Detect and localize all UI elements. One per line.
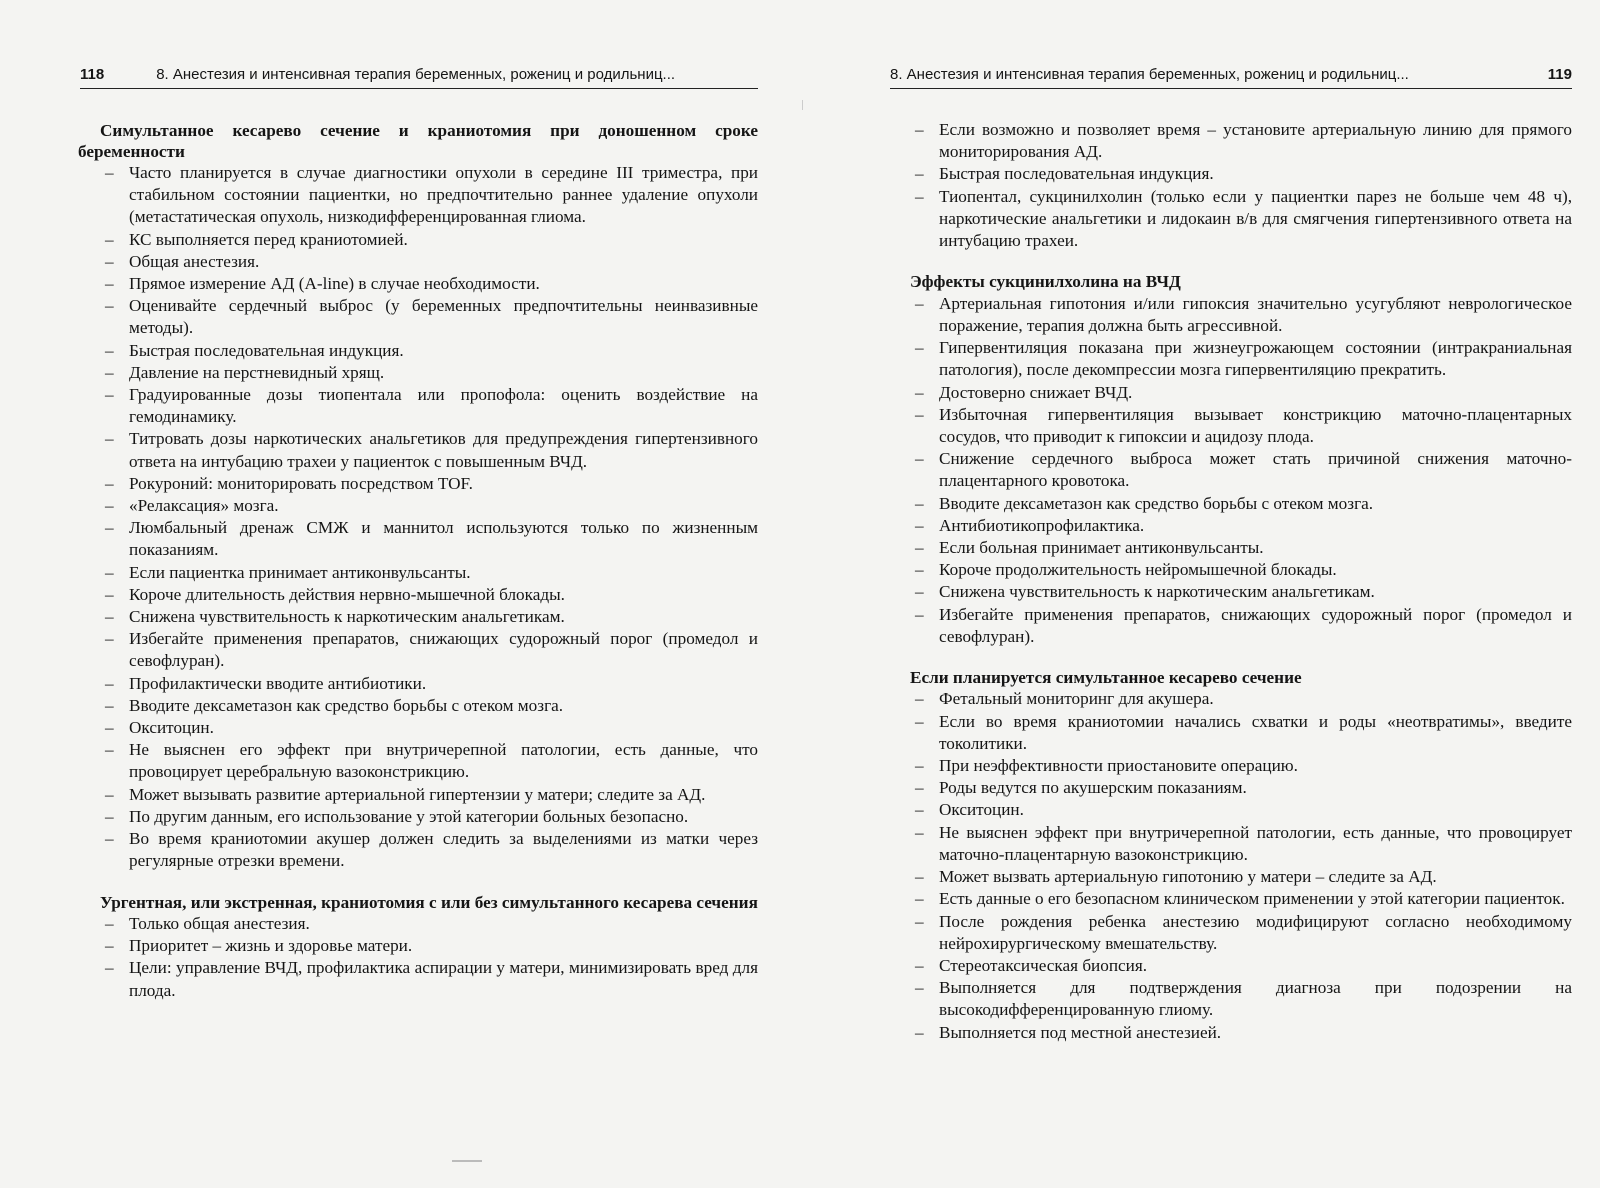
scan-mark: [452, 1160, 482, 1162]
bullet-list: [888, 293, 1572, 648]
list-item: – Общая анестезия.: [78, 251, 758, 273]
list-item: – Если больная принимает антиконвульсанты.: [888, 537, 1572, 559]
list-item: – Может вызвать артериальную гипотонию у матери – следите за АД.: [888, 866, 1572, 888]
list-item: – Вводите дексаметазон как средство борьбы с отеком мозга.: [888, 493, 1572, 515]
section: [78, 893, 758, 1002]
right-page: [820, 0, 1600, 1188]
list-item: – Снижена чувствительность к наркотическим анальгетикам.: [78, 606, 758, 628]
running-head-title: 8. Анестезия и интенсивная терапия беременных, рожениц и родильниц...: [156, 66, 676, 83]
list-item: – Снижена чувствительность к наркотическим анальгетикам.: [888, 581, 1572, 603]
section: [888, 119, 1572, 252]
list-item: – Титровать дозы наркотических анальгетиков для предупреждения гипертензивного ответа на интубацию трахеи у пациенток с повышенным ВЧД.: [78, 428, 758, 472]
list-item: – Выполняется для подтверждения диагноза при подозрении на высокодифференцированную глиому.: [888, 977, 1572, 1021]
list-item: – Цели: управление ВЧД, профилактика аспирации у матери, минимизировать вред для плода.: [78, 957, 758, 1001]
list-item: – Артериальная гипотония и/или гипоксия значительно усугубляют неврологическое поражение, терапия должна быть агрессивной.: [888, 293, 1572, 337]
running-head: [890, 62, 1572, 89]
list-item: – Часто планируется в случае диагностики опухоли в середине III триместра, при стабильном состоянии пациентки, но предпочтительно раннее удаление опухоли (метастатическая опухоль, низкодифференцированная глиома.: [78, 162, 758, 229]
list-item: – После рождения ребенка анестезию модифицируют согласно необходимому нейрохирургическому вмешательству.: [888, 911, 1572, 955]
list-item: – «Релаксация» мозга.: [78, 495, 758, 517]
list-item: – Антибиотикопрофилактика.: [888, 515, 1572, 537]
list-item: – Избегайте применения препаратов, снижающих судорожный порог (промедол и севофлуран).: [78, 628, 758, 672]
list-item: – Короче длительность действия нервно-мышечной блокады.: [78, 584, 758, 606]
list-item: – Градуированные дозы тиопентала или пропофола: оценить воздействие на гемодинамику.: [78, 384, 758, 428]
list-item: – По другим данным, его использование у этой категории больных безопасно.: [78, 806, 758, 828]
gutter-mark: [802, 100, 803, 110]
list-item: – Стереотаксическая биопсия.: [888, 955, 1572, 977]
list-item: – Если пациентка принимает антиконвульсанты.: [78, 562, 758, 584]
running-head: [80, 62, 758, 89]
list-item: – Не выяснен его эффект при внутричерепной патологии, есть данные, что провоцирует церебральную вазоконстрикцию.: [78, 739, 758, 783]
list-item: – Вводите дексаметазон как средство борьбы с отеком мозга.: [78, 695, 758, 717]
list-item: – Окситоцин.: [78, 717, 758, 739]
page-content: [888, 119, 1572, 1064]
page-number: 118: [80, 66, 105, 83]
list-item: – Рокуроний: мониторировать посредством TOF.: [78, 473, 758, 495]
list-item: – Оценивайте сердечный выброс (у беременных предпочтительны неинвазивные методы).: [78, 295, 758, 339]
section-heading: Ургентная, или экстренная, краниотомия с или без симультанного кесарева сечения: [100, 892, 758, 912]
list-item: – Быстрая последовательная индукция.: [78, 340, 758, 362]
page-content: [78, 121, 758, 1022]
list-item: – Не выяснен эффект при внутричерепной патологии, есть данные, что провоцирует маточно-плацентарную вазоконстрикцию.: [888, 822, 1572, 866]
list-item: – Прямое измерение АД (A-line) в случае необходимости.: [78, 273, 758, 295]
running-head-title: 8. Анестезия и интенсивная терапия беременных, рожениц и родильниц...: [890, 66, 1409, 83]
section: [888, 272, 1572, 648]
bullet-list: [78, 162, 758, 873]
bullet-list: [78, 913, 758, 1002]
list-item: – При неэффективности приостановите операцию.: [888, 755, 1572, 777]
list-item: – Короче продолжительность нейромышечной блокады.: [888, 559, 1572, 581]
left-page: [0, 0, 790, 1188]
list-item: – КС выполняется перед краниотомией.: [78, 229, 758, 251]
list-item: – Снижение сердечного выброса может стать причиной снижения маточно-плацентарного кровотока.: [888, 448, 1572, 492]
section-heading: Симультанное кесарево сечение и краниотомия при доношенном сроке беременности: [78, 121, 758, 161]
list-item: – Гипервентиляция показана при жизнеугрожающем состоянии (интракраниальная патология), после декомпрессии мозга гипервентиляцию прекратить.: [888, 337, 1572, 381]
list-item: – Избыточная гипервентиляция вызывает констрикцию маточно-плацентарных сосудов, что приводит к гипоксии и ацидозу плода.: [888, 404, 1572, 448]
list-item: – Давление на перстневидный хрящ.: [78, 362, 758, 384]
section: [888, 668, 1572, 1044]
list-item: – Есть данные о его безопасном клиническом применении у этой категории пациенток.: [888, 888, 1572, 910]
list-item: – Роды ведутся по акушерским показаниям.: [888, 777, 1572, 799]
list-item: – Достоверно снижает ВЧД.: [888, 382, 1572, 404]
list-item: – Окситоцин.: [888, 799, 1572, 821]
list-item: – Избегайте применения препаратов, снижающих судорожный порог (промедол и севофлуран).: [888, 604, 1572, 648]
list-item: – Во время краниотомии акушер должен следить за выделениями из матки через регулярные отрезки времени.: [78, 828, 758, 872]
section-heading: Эффекты сукцинилхолина на ВЧД: [910, 272, 1181, 292]
list-item: – Если во время краниотомии начались схватки и роды «неотвратимы», введите токолитики.: [888, 711, 1572, 755]
bullet-list: [888, 119, 1572, 252]
list-item: – Тиопентал, сукцинилхолин (только если у пациентки парез не больше чем 48 ч), наркотические анальгетики и лидокаин в/в для смягчения гипертензивного ответа на интубацию трахеи.: [888, 186, 1572, 253]
list-item: – Только общая анестезия.: [78, 913, 758, 935]
list-item: – Выполняется под местной анестезией.: [888, 1022, 1572, 1044]
list-item: – Фетальный мониторинг для акушера.: [888, 688, 1572, 710]
list-item: – Профилактически вводите антибиотики.: [78, 673, 758, 695]
list-item: – Может вызывать развитие артериальной гипертензии у матери; следите за АД.: [78, 784, 758, 806]
section-heading: Если планируется симультанное кесарево сечение: [910, 667, 1302, 687]
list-item: – Приоритет – жизнь и здоровье матери.: [78, 935, 758, 957]
page-number: 119: [1547, 66, 1572, 83]
bullet-list: [888, 688, 1572, 1043]
list-item: – Если возможно и позволяет время – установите артериальную линию для прямого мониторирования АД.: [888, 119, 1572, 163]
list-item: – Люмбальный дренаж СМЖ и маннитол используются только по жизненным показаниям.: [78, 517, 758, 561]
list-item: – Быстрая последовательная индукция.: [888, 163, 1572, 185]
section: [78, 121, 758, 873]
